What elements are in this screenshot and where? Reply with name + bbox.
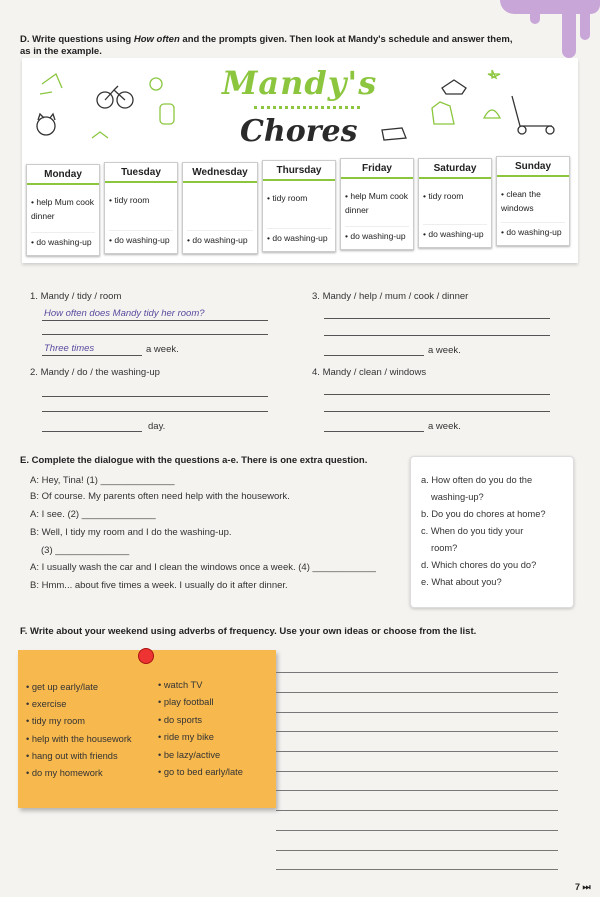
day-card-friday xyxy=(340,158,414,250)
writing-line[interactable] xyxy=(276,692,558,693)
instruction-italic: How often xyxy=(133,34,180,45)
list-item: • get up early/late xyxy=(26,682,98,692)
day-task1: • clean the windows xyxy=(501,189,541,213)
sun-icon xyxy=(150,78,162,90)
example-answer: Three times xyxy=(44,343,95,354)
writing-line[interactable] xyxy=(276,751,558,752)
option-b: b. Do you do chores at home? xyxy=(421,509,546,519)
writing-line[interactable] xyxy=(276,850,558,851)
star-icon xyxy=(488,70,500,78)
exercise-prompt: Mandy / clean / windows xyxy=(322,367,427,378)
exercise-prompt: Mandy / help / mum / cook / dinner xyxy=(322,291,469,302)
list-item: • do sports xyxy=(158,715,203,725)
answer-suffix: a week. xyxy=(428,345,461,356)
option-d: d. Which chores do you do? xyxy=(421,560,537,570)
day-card-saturday xyxy=(418,158,492,248)
list-item: • ride my bike xyxy=(158,732,214,742)
example-question: How often does Mandy tidy her room? xyxy=(44,308,205,319)
answer-line[interactable] xyxy=(42,355,142,356)
list-item: • play football xyxy=(158,697,214,707)
dialogue-line: B: Of course. My parents often need help with the housework. xyxy=(30,491,290,502)
option-e: e. What about you? xyxy=(421,577,502,587)
day-name: Sunday xyxy=(497,157,569,177)
writing-line[interactable] xyxy=(276,790,558,791)
day-card-thursday xyxy=(262,160,336,252)
answer-line[interactable] xyxy=(324,394,550,395)
day-task2: • do washing-up xyxy=(501,227,562,237)
list-item: • hang out with friends xyxy=(26,751,118,761)
answer-line[interactable] xyxy=(324,411,550,412)
writing-line[interactable] xyxy=(276,830,558,831)
dialogue-line: (3) ______________ xyxy=(41,545,130,556)
day-name: Monday xyxy=(27,165,99,185)
list-item: • help with the housework xyxy=(26,734,132,744)
pin-icon xyxy=(139,649,153,663)
answer-line[interactable] xyxy=(324,335,550,336)
schedule-title-top: Mandy's xyxy=(222,64,378,102)
cat-icon xyxy=(37,117,55,135)
answer-line[interactable] xyxy=(324,318,550,319)
answer-line[interactable] xyxy=(42,411,268,412)
scooter-icon xyxy=(512,96,552,126)
day-name: Saturday xyxy=(419,159,491,179)
schedule-card xyxy=(22,58,578,263)
writing-line[interactable] xyxy=(276,810,558,811)
section-e-instruction: E. Complete the dialogue with the questions a-e. There is one extra question. xyxy=(20,455,368,466)
dialogue-line: A: I usually wash the car and I clean the windows once a week. (4) ____________ xyxy=(30,562,376,573)
exercise-number: 4. xyxy=(312,367,320,378)
day-card-monday xyxy=(26,164,100,256)
list-item: • be lazy/active xyxy=(158,750,221,760)
day-task2: • do washing-up xyxy=(423,229,484,239)
day-task1: • tidy room xyxy=(109,195,150,205)
instruction-line2: as in the example. xyxy=(20,46,102,57)
option-c: c. When do you tidy your xyxy=(421,526,524,536)
shoe-icon xyxy=(442,80,466,94)
day-card-tuesday xyxy=(104,162,178,254)
list-item: • go to bed early/late xyxy=(158,767,243,777)
answer-line[interactable] xyxy=(42,320,268,321)
exercise-number: 3. xyxy=(312,291,320,302)
day-card-sunday xyxy=(496,156,570,246)
list-item: • do my homework xyxy=(26,768,103,778)
day-name: Thursday xyxy=(263,161,335,181)
dress-icon xyxy=(432,102,454,124)
dialogue-line: B: Well, I tidy my room and I do the washing-up. xyxy=(30,527,232,538)
option-a: a. How often do you do the xyxy=(421,475,533,485)
list-item: • watch TV xyxy=(158,680,203,690)
answer-suffix: a week. xyxy=(146,344,179,355)
exercise-4 xyxy=(312,367,426,378)
day-task1: • tidy room xyxy=(423,191,464,201)
instruction-text-2: and the prompts given. Then look at Mandy's schedule and answer them, xyxy=(179,34,513,45)
writing-line[interactable] xyxy=(276,771,558,772)
answer-suffix: day. xyxy=(148,421,166,432)
exercise-3 xyxy=(312,291,468,302)
exercise-prompt: Mandy / do / the washing-up xyxy=(40,367,160,378)
dialogue-line: A: I see. (2) ______________ xyxy=(30,509,156,520)
answer-line[interactable] xyxy=(324,431,424,432)
day-name: Wednesday xyxy=(183,163,257,183)
page-number: 7 ⏭ xyxy=(575,882,591,892)
day-task2: • do washing-up xyxy=(187,235,248,245)
section-d-instruction xyxy=(20,34,520,58)
answer-line[interactable] xyxy=(324,355,424,356)
exercise-prompt: Mandy / tidy / room xyxy=(40,291,122,302)
writing-line[interactable] xyxy=(276,731,558,732)
branch-icon xyxy=(40,74,62,94)
option-a-cont: washing-up? xyxy=(431,492,484,502)
day-task2: • do washing-up xyxy=(345,231,406,241)
dialogue-line: A: Hey, Tina! (1) ______________ xyxy=(30,475,175,486)
day-task2: • do washing-up xyxy=(267,233,328,243)
jar-icon xyxy=(160,104,174,124)
rollerskate-icon xyxy=(382,128,406,140)
section-f-instruction: F. Write about your weekend using adverbs of frequency. Use your own ideas or choose from the list. xyxy=(20,626,477,637)
exercise-number: 2. xyxy=(30,367,38,378)
day-name: Tuesday xyxy=(105,163,177,183)
sticky-note xyxy=(18,650,276,808)
day-task1: • help Mum cook dinner xyxy=(31,197,94,221)
writing-line[interactable] xyxy=(276,712,558,713)
writing-line[interactable] xyxy=(276,869,558,870)
exercise-1 xyxy=(30,291,121,302)
title-underline xyxy=(254,106,360,109)
writing-line[interactable] xyxy=(276,672,558,673)
day-task2: • do washing-up xyxy=(31,237,92,247)
list-item: • exercise xyxy=(26,699,67,709)
list-item: • tidy my room xyxy=(26,716,86,726)
day-task1: • tidy room xyxy=(267,193,308,203)
day-task1 xyxy=(183,183,257,227)
tulip-icon xyxy=(484,110,500,118)
instruction-text: D. Write questions using xyxy=(20,34,134,45)
schedule-title-bottom: Chores xyxy=(240,114,358,149)
answer-line[interactable] xyxy=(42,396,268,397)
exercise-number: 1. xyxy=(30,291,38,302)
dialogue-line: B: Hmm... about five times a week. I usually do it after dinner. xyxy=(30,580,288,591)
day-card-wednesday xyxy=(182,162,258,254)
answer-line[interactable] xyxy=(42,431,142,432)
answer-suffix: a week. xyxy=(428,421,461,432)
day-name: Friday xyxy=(341,159,413,179)
answer-line[interactable] xyxy=(42,334,268,335)
butterfly-icon xyxy=(92,132,108,138)
day-task2: • do washing-up xyxy=(109,235,170,245)
day-task1: • help Mum cook dinner xyxy=(345,191,408,215)
question-options-box xyxy=(410,456,574,608)
exercise-2 xyxy=(30,367,160,378)
option-c-cont: room? xyxy=(431,543,458,553)
